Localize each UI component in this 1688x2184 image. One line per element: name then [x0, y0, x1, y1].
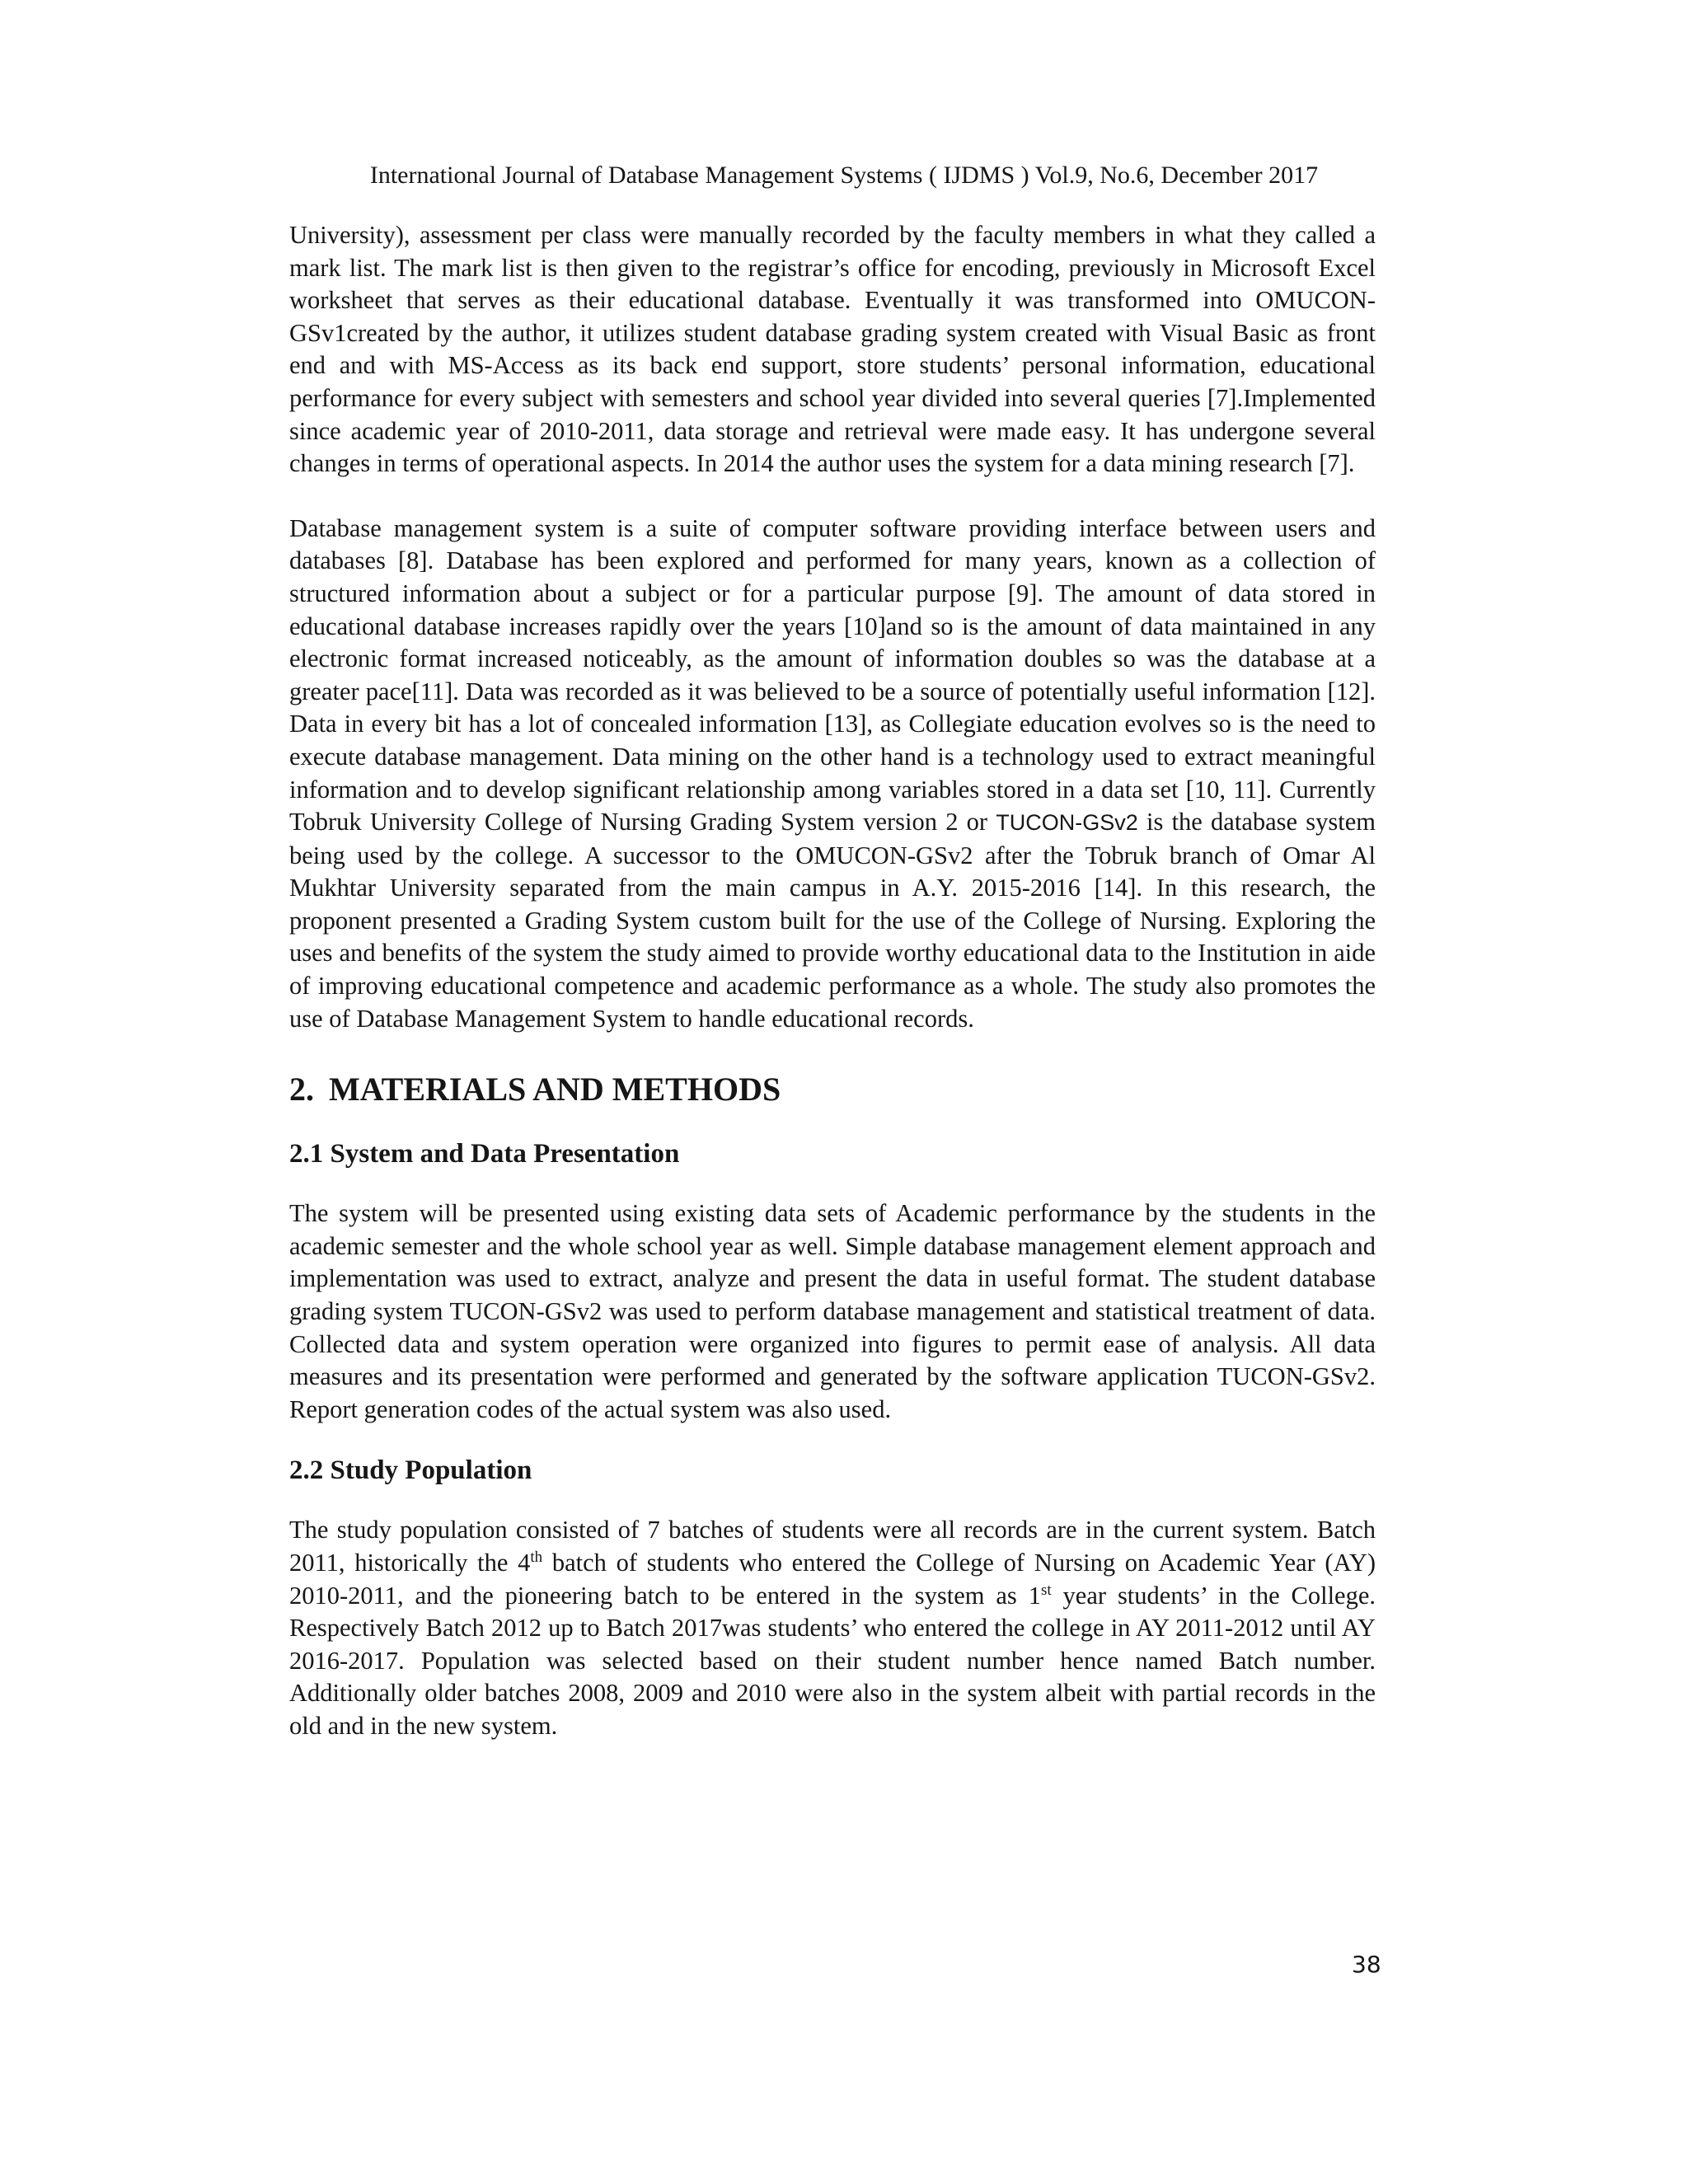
- section-number: 2.: [289, 1071, 314, 1108]
- paragraph-text: is the database system being used by the college. A successor to the OMUCON-GSv2 after the Tobruk branch of Omar Al Mukhtar University separated from the main campus in A.Y. 2015-2016 [14]. In this research, the proponent presented a Grading System custom built for the use of the College of Nursing. Exploring the uses and benefits of the system the study aimed to provide worthy educational data to the Institution in aide of improving educational competence and academic performance as a whole. The study also promotes the use of Database Management System to handle educational records.: [289, 808, 1376, 1033]
- paragraph-text: The study population consisted of 7 batches of students were all records are in the current system. Batch 2011, historically the 4: [289, 1516, 1376, 1577]
- page-body: [289, 219, 1376, 1743]
- paragraph-text: Database management system is a suite of computer software providing interface between users and databases [8]. Database has been explored and performed for many years, known as a collection of structured information about a subject or for a particular purpose [9]. The amount of data stored in educational database increases rapidly over the years [10]and so is the amount of data maintained in any electronic format increased noticeably, as the amount of information doubles so was the database at a greater pace[11]. Data was recorded as it was believed to be a source of potentially useful information [12]. Data in every bit has a lot of concealed information [13], as Collegiate education evolves so is the need to execute database management. Data mining on the other hand is a technology used to extract meaningful information and to develop significant relationship among variables stored in a data set [10, 11]. Currently Tobruk University College of Nursing Grading System version 2 or: [289, 513, 1376, 837]
- paragraph-text: year students’ in the College. Respectively Batch 2012 up to Batch 2017was students’ who entered the college in AY 2011-2012 until AY 2016-2017. Population was selected based on their student number hence named Batch number. Additionally older batches 2008, 2009 and 2010 were also in the system albeit with partial records in the old and in the new system.: [289, 1581, 1376, 1740]
- section-title: MATERIALS AND METHODS: [329, 1071, 781, 1108]
- system-code-name: TUCON-GSv2: [996, 810, 1138, 836]
- ordinal-superscript: th: [530, 1548, 543, 1566]
- subsection-heading-study-population: 2.2 Study Population: [289, 1455, 532, 1486]
- subsection-heading-system-data: 2.1 System and Data Presentation: [289, 1139, 680, 1169]
- section-heading-materials-methods: [289, 1070, 1376, 1109]
- journal-header: International Journal of Database Management Systems ( IJDMS ) Vol.9, No.6, December 2017: [369, 162, 1319, 189]
- paragraph-university-records: University), assessment per class were manually recorded by the faculty members in what they called a mark list. The mark list is then given to the registrar’s office for encoding, previously in Microsoft Excel worksheet that serves as their educational database. Eventually it was transformed into OMUCON-GSv1created by the author, it utilizes student database grading system created with Visual Basic as front end and with MS-Access as its back end support, store students’ personal information, educational performance for every subject with semesters and school year divided into several queries [7].Implemented since academic year of 2010-2011, data storage and retrieval were made easy. It has undergone several changes in terms of operational aspects. In 2014 the author uses the system for a data mining research [7].: [289, 221, 1376, 478]
- page-number: 38: [1352, 1951, 1381, 1978]
- paragraph-text: batch of students who entered the College of Nursing on Academic Year (AY) 2010-2011, and the pioneering batch to be entered in the system as 1: [289, 1549, 1376, 1610]
- paragraph-database-management: [289, 513, 1376, 1036]
- paragraph-system-presentation: The system will be presented using existing data sets of Academic performance by the students in the academic semester and the whole school year as well. Simple database management element approach and implementation was used to extract, analyze and present the data in useful format. The student database grading system TUCON-GSv2 was used to perform database management and statistical treatment of data. Collected data and system operation were organized into figures to permit ease of analysis. All data measures and its presentation were performed and generated by the software application TUCON-GSv2. Report generation codes of the actual system was also used.: [289, 1199, 1376, 1423]
- paragraph-study-population: [289, 1514, 1376, 1742]
- ordinal-superscript: st: [1040, 1581, 1052, 1599]
